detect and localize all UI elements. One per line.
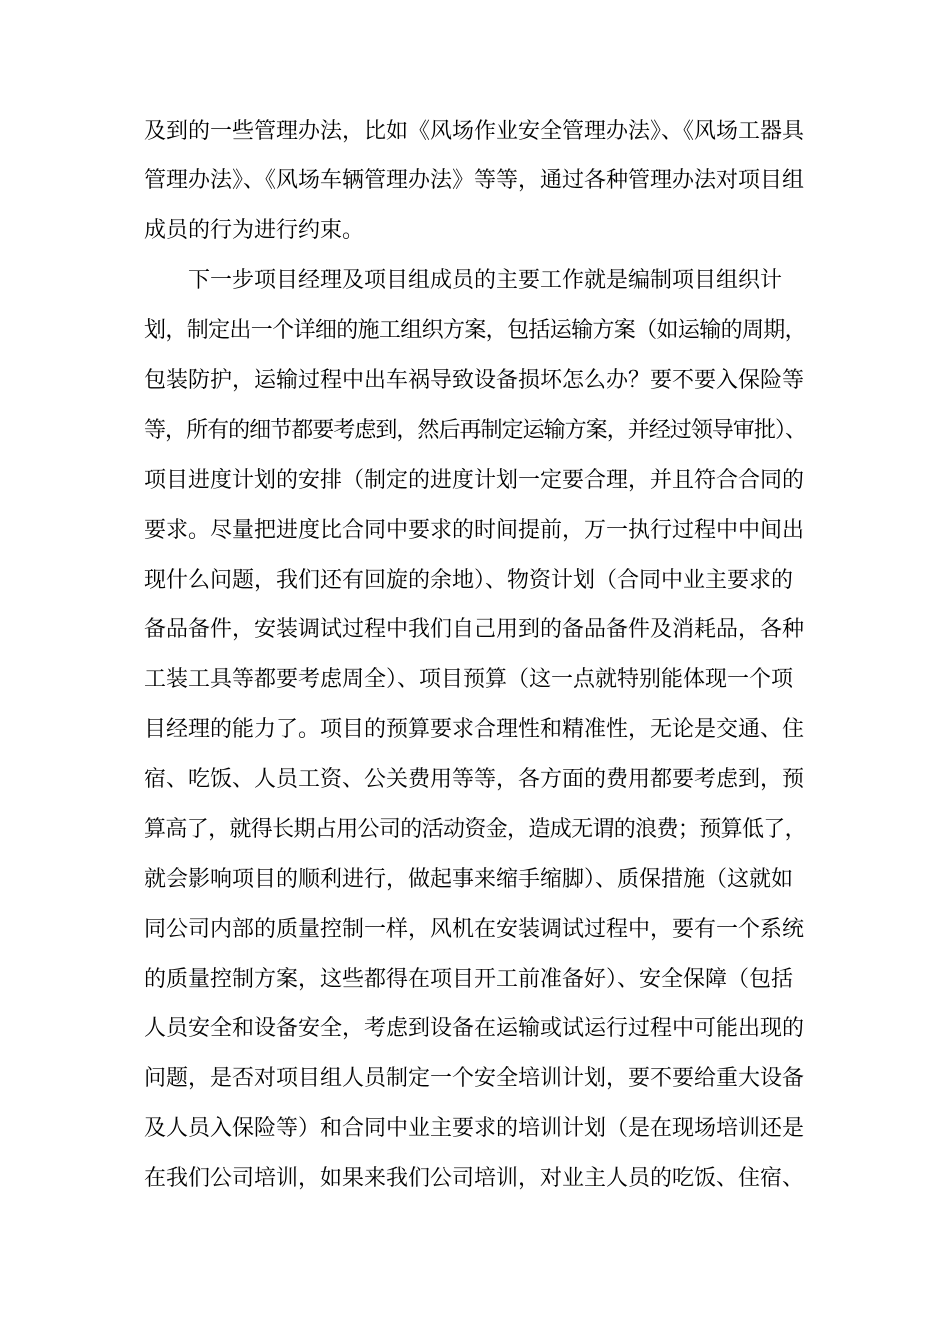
text-line: 现什么问题，我们还有回旋的余地）、物资计划（合同中业主要求的 [144, 568, 794, 593]
text-line: 问题，是否对项目组人员制定一个安全培训计划，要不要给重大设备 [144, 1066, 805, 1091]
text-line: 同公司内部的质量控制一样，风机在安装调试过程中，要有一个系统 [144, 917, 805, 942]
text-line: 及到的一些管理办法，比如《风场作业安全管理办法》、《风场工器具 [144, 119, 805, 144]
text-line: 项目进度计划的安排（制定的进度计划一定要合理，并且符合合同的 [144, 468, 805, 493]
text-line: 算高了，就得长期占用公司的活动资金，造成无谓的浪费；预算低了， [144, 817, 807, 842]
text-line: 备品备件，安装调试过程中我们自己用到的备品备件及消耗品，各种 [144, 617, 805, 642]
text-line: 等，所有的细节都要考虑到，然后再制定运输方案，并经过领导审批）、 [144, 418, 807, 443]
text-line: 划，制定出一个详细的施工组织方案，包括运输方案（如运输的周期， [144, 318, 807, 343]
text-line: 及人员入保险等）和合同中业主要求的培训计划（是在现场培训还是 [144, 1116, 805, 1141]
text-line: 就会影响项目的顺利进行，做起事来缩手缩脚）、质保措施（这就如 [144, 867, 794, 892]
text-line: 在我们公司培训，如果来我们公司培训，对业主人员的吃饭、住宿、 [144, 1166, 805, 1191]
text-line: 成员的行为进行约束。 [144, 218, 365, 243]
paragraph-first-line: 下一步项目经理及项目组成员的主要工作就是编制项目组织计 [188, 268, 783, 293]
text-line: 的质量控制方案，这些都得在项目开工前准备好）、安全保障（包括 [144, 967, 794, 992]
text-line: 宿、吃饭、人员工资、公关费用等等，各方面的费用都要考虑到，预 [144, 767, 805, 792]
text-line: 人员安全和设备安全，考虑到设备在运输或试运行过程中可能出现的 [144, 1016, 805, 1041]
text-line: 目经理的能力了。项目的预算要求合理性和精准性，无论是交通、住 [144, 717, 805, 742]
text-line: 要求。尽量把进度比合同中要求的时间提前，万一执行过程中中间出 [144, 518, 805, 543]
text-line: 工装工具等都要考虑周全）、项目预算（这一点就特别能体现一个项 [144, 667, 794, 692]
text-line: 管理办法》、《风场车辆管理办法》等等，通过各种管理办法对项目组 [144, 168, 805, 193]
text-line: 包装防护，运输过程中出车祸导致设备损坏怎么办？要不要入保险等 [144, 368, 805, 393]
